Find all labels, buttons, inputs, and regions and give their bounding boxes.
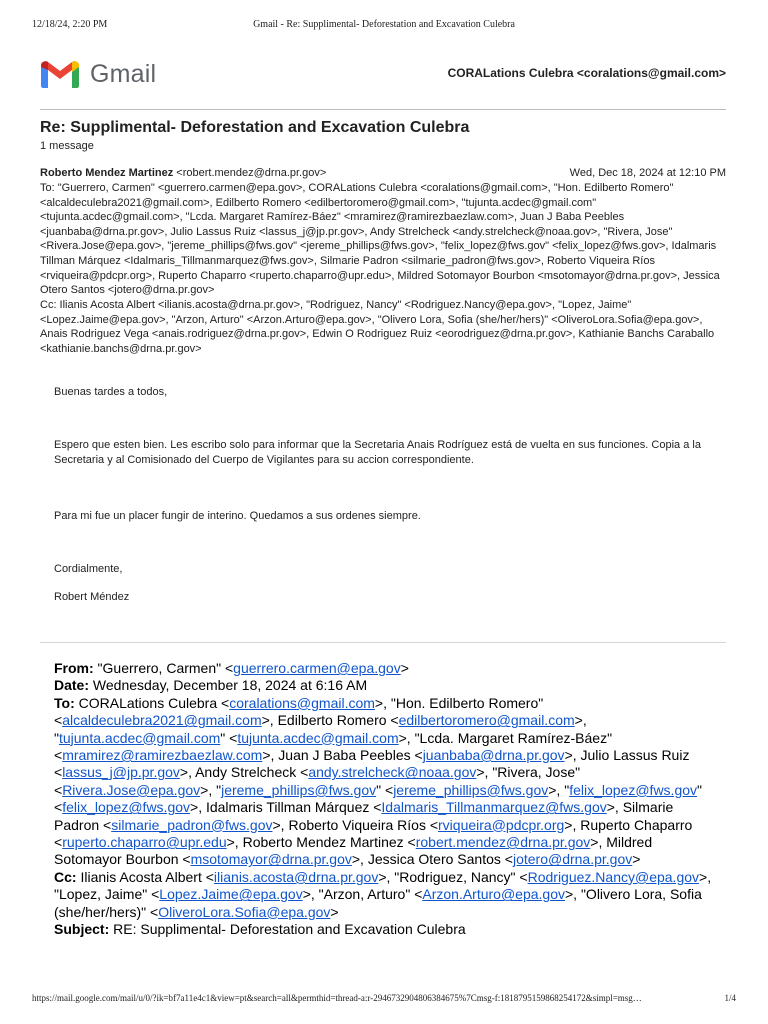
print-header [32,19,736,33]
print-datetime: 12/18/24, 2:20 PM [32,19,108,30]
email-link[interactable]: tujunta.acdec@gmail.com [237,729,399,746]
recipient-text: >, "Rivera, Jose" < [54,764,581,798]
email-link[interactable]: felix_lopez@fws.gov [569,781,698,798]
quoted-subject-line [54,921,714,938]
recipient-text: >, " [200,781,222,798]
email-link[interactable]: juanbaba@drna.pr.gov [422,747,565,764]
body-paragraph-1: Espero que esten bien. Les escribo solo para informar que la Secretaria Anais Rodríguez está de vuelta en sus funciones. Copia a la Secretaria y al Comisionado del Cuerpo de Vigilantes para su accion correspondiente. [54,439,701,466]
email-link[interactable]: jotero@drna.pr.gov [512,851,633,868]
print-page-number: 1/4 [724,993,736,1003]
recipient-text: >, Idalmaris Tillman Márquez < [190,799,382,816]
recipient-text: >, Jessica Otero Santos < [351,851,513,868]
quoted-date-line [54,677,714,694]
email-link[interactable]: Arzon.Arturo@epa.gov [422,886,565,903]
recipient-text: >, " [54,712,587,746]
recipient-text: >, " [548,781,570,798]
cc-recipients: Cc: Ilianis Acosta Albert <ilianis.acosta@drna.pr.gov>, "Rodriguez, Nancy" <Rodriguez.Nancy@epa.gov>, "Lopez, Jaime" <Lopez.Jaime@epa.gov>, "Arzon, Arturo" <Arzon.Arturo@epa.gov>, "Olivero Lora, Sofia (she/her/hers)" <OliveroLora.Sofia@epa.gov>, Anais Rodriguez Vega <anais.rodriguez@drna.pr.gov>, Edwin O Rodriguez Ruiz <eorodriguez@drna.pr.gov>, Kathianie Banchs Caraballo <kathianie.banchs@drna.pr.gov> [40,299,715,355]
email-link[interactable]: lassus_j@jp.pr.gov [62,764,180,781]
quoted-divider [40,642,726,643]
gmail-wordmark: Gmail [90,59,157,88]
gmail-brand [40,58,156,90]
recipient-text: " < [220,729,238,746]
gmail-m-logo-icon [40,59,80,89]
email-link[interactable]: andy.strelcheck@noaa.gov [308,764,477,781]
recipient-text: " < [54,781,702,816]
quoted-cc-list [54,869,711,920]
email-link[interactable]: jereme_phillips@fws.gov [221,781,377,798]
print-title: Gmail - Re: Supplimental- Deforestation and Excavation Culebra [253,19,515,30]
message-count: 1 message [40,140,94,152]
email-link[interactable]: ilianis.acosta@drna.pr.gov [213,868,379,885]
thread-subject: Re: Supplimental- Deforestation and Excavation Culebra [40,119,470,136]
quoted-date-label: Date: [54,677,90,694]
message-date: Wed, Dec 18, 2024 at 12:10 PM [569,167,726,179]
email-link[interactable]: felix_lopez@fws.gov [62,799,191,816]
email-link[interactable]: silmarie_padron@fws.gov [111,816,273,833]
recipient-text: >, "Arzon, Arturo" < [302,886,423,903]
quoted-message-header [54,660,714,939]
account-name: CORALations Culebra <coralations@gmail.com> [447,66,726,80]
recipient-text: >, "Olivero Lora, Sofia (she/her/hers)" < [54,886,702,920]
email-link[interactable]: Idalmaris_Tillmanmarquez@fws.gov [381,799,607,816]
body-paragraph-2: Para mi fue un placer fungir de interino. Quedamos a sus ordenes siempre. [54,510,421,522]
email-link[interactable]: Rivera.Jose@epa.gov [62,781,201,798]
quoted-from-email-link[interactable]: guerrero.carmen@epa.gov [233,660,401,676]
recipient-text: >, "Rodriguez, Nancy" < [378,868,528,885]
recipient-text: >, "Lopez, Jaime" < [54,868,712,903]
quoted-from-end: > [400,660,409,676]
email-link[interactable]: alcaldeculebra2021@gmail.com [62,712,262,729]
recipient-text: " < [376,781,394,798]
recipient-text: >, Edilberto Romero < [261,712,399,729]
quoted-from-name: "Guerrero, Carmen" < [93,660,234,676]
quoted-from-line [54,660,714,677]
recipient-text: >, Roberto Mendez Martinez < [226,834,416,851]
email-link[interactable]: rviqueira@pdcpr.org [438,816,565,833]
email-link[interactable]: msotomayor@drna.pr.gov [190,851,352,868]
recipient-text: >, "Hon. Edilberto Romero" < [54,694,544,729]
recipient-text: > [632,851,641,868]
header-divider [40,109,726,110]
recipient-text: CORALations Culebra < [74,694,230,711]
body-greeting: Buenas tardes a todos, [54,386,168,398]
email-link[interactable]: coralations@gmail.com [229,694,375,711]
recipient-text: >, Juan J Baba Peebles < [262,747,423,764]
recipient-text: Ilianis Acosta Albert < [76,868,214,885]
recipient-text: > [330,903,339,920]
recipient-text: >, Julio Lassus Ruiz < [54,747,690,781]
sender-name: Roberto Mendez Martinez [40,167,174,179]
email-link[interactable]: edilbertoromero@gmail.com [398,712,575,729]
body-signature: Robert Méndez [54,591,130,603]
body-closing: Cordialmente, [54,563,123,575]
quoted-to-line [54,695,714,869]
email-link[interactable]: Lopez.Jaime@epa.gov [159,886,303,903]
email-link[interactable]: Rodriguez.Nancy@epa.gov [527,868,700,885]
quoted-date-value: Wednesday, December 18, 2024 at 6:16 AM [89,677,368,694]
recipient-text: >, Silmarie Padron < [54,799,674,833]
recipient-text: >, Roberto Viqueira Ríos < [272,816,439,833]
quoted-cc-label: Cc: [54,868,77,885]
quoted-to-label: To: [54,694,75,711]
quoted-cc-line [54,869,714,921]
recipient-text: >, Mildred Sotomayor Bourbon < [54,834,653,868]
to-recipients: To: "Guerrero, Carmen" <guerrero.carmen@epa.gov>, CORALations Culebra <coralations@gmail.com>, "Hon. Edilberto Romero" <alcaldeculebra2021@gmail.com>, Edilberto Romero <edilbertoromero@gmail.com>, "tujunta.acdec@gmail.com" <tujunta.acdec@gmail.com>, "Lcda. Margaret Ramírez-Báez" <mramirez@ramirezbaezlaw.com>, Juan J Baba Peebles <juanbaba@drna.pr.gov>, Julio Lassus Ruiz <lassus_j@jp.pr.gov>, Andy Strelcheck <andy.strelcheck@noaa.gov>, "Rivera, Jose" <Rivera.Jose@epa.gov>, "jereme_phillips@fws.gov" <jereme_phillips@fws.gov>, "felix_lopez@fws.gov" <felix_lopez@fws.gov>, Idalmaris Tillman Márquez <Idalmaris_Tillmanmarquez@fws.gov>, Silmarie Padron <silmarie_padron@fws.gov>, Roberto Viqueira Ríos <rviqueira@pdcpr.org>, Ruperto Chaparro <ruperto.chaparro@upr.edu>, Mildred Sotomayor Bourbon <msotomayor@drna.pr.gov>, Jessica Otero Santos <jotero@drna.pr.gov> [40,182,720,297]
quoted-subject-value: RE: Supplimental- Deforestation and Excavation Culebra [109,921,466,938]
sender-email: <robert.mendez@drna.pr.gov> [173,167,327,179]
email-link[interactable]: ruperto.chaparro@upr.edu [62,834,227,851]
email-link[interactable]: OliveroLora.Sofia@epa.gov [158,903,331,920]
recipient-text: >, Andy Strelcheck < [179,764,309,781]
print-url: https://mail.google.com/mail/u/0/?ik=bf7a11e4c1&view=pt&search=all&permthid=thread-a:r-2946732904806384675%7Cmsg-f:1818795159868254172&simpl=msg… [32,993,642,1003]
email-link[interactable]: mramirez@ramirezbaezlaw.com [62,747,263,764]
recipient-text: >, Ruperto Chaparro < [54,816,693,851]
message-header [40,166,726,180]
quoted-subject-label: Subject: [54,921,110,938]
quoted-from-label: From: [54,660,94,676]
email-link[interactable]: jereme_phillips@fws.gov [393,781,549,798]
quoted-to-list [54,695,702,868]
recipient-text: >, "Lcda. Margaret Ramírez-Báez" < [54,729,613,764]
email-link[interactable]: tujunta.acdec@gmail.com [58,729,221,746]
email-link[interactable]: robert.mendez@drna.pr.gov [415,834,591,851]
